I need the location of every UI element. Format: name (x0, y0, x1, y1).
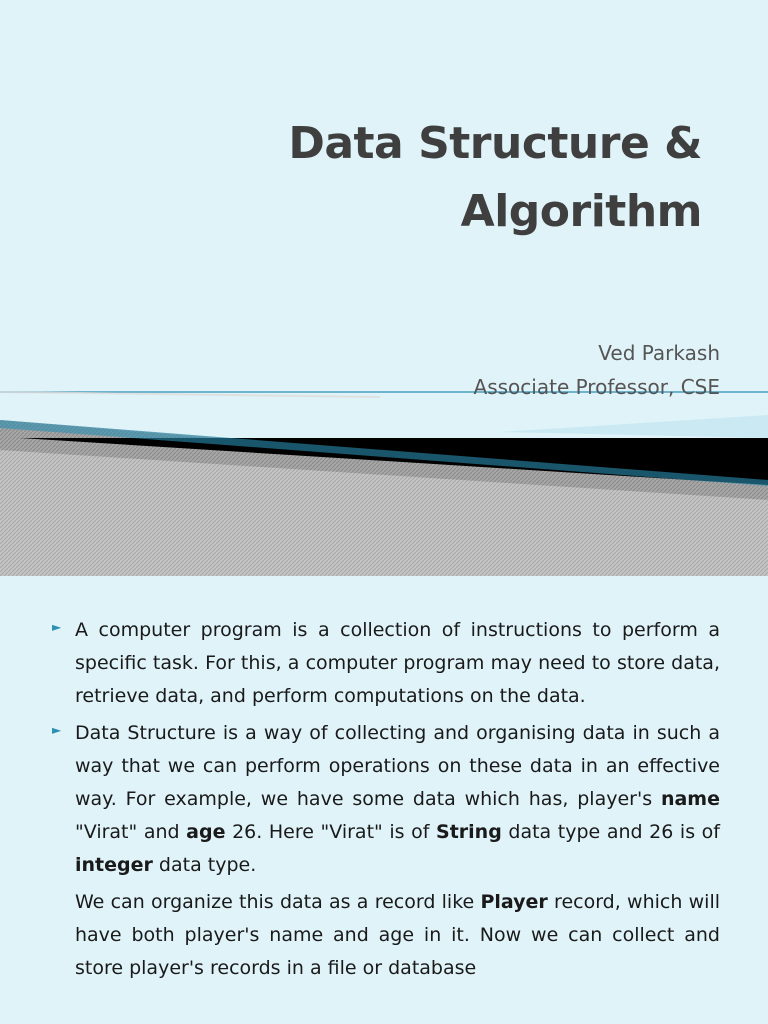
content-slide (0, 578, 768, 1024)
slide-content (50, 614, 720, 989)
bold-term: age (186, 821, 226, 843)
paragraph-3 (50, 886, 720, 985)
bullet-text-1: A computer program is a collection of instructions to perform a specific task. For this, a computer program may need to store data, retrieve data, and perform computations on the data. (75, 619, 720, 707)
triangle-bullet-icon: ► (52, 620, 62, 634)
subtitle (474, 336, 720, 404)
bold-term: Player (480, 891, 548, 913)
paragraph-text-3: record, which will have both player's name and age in it. Now we can collect and store player's records in a file or database (75, 891, 721, 979)
bullet-text-2: data type and 26 is of (501, 821, 720, 843)
bold-term: String (436, 821, 502, 843)
bullet-text-2: 26. Here "Virat" is of (225, 821, 437, 843)
author-position: Associate Professor, CSE (473, 375, 720, 399)
title-line-1: Data Structure & (288, 118, 702, 169)
triangle-bullet-icon: ► (52, 723, 62, 737)
bullet-text-2: data type. (152, 854, 257, 876)
author-name: Ved Parkash (598, 341, 720, 365)
bold-term: integer (75, 854, 153, 876)
bullet-item-1 (50, 614, 720, 713)
paragraph-text-3: We can organize this data as a record like (75, 891, 481, 913)
bold-term: name (660, 788, 720, 810)
bullet-item-2 (50, 717, 720, 882)
bullet-text-2: Data Structure is a way of collecting and organising data in such a way that we can perform operations on these data in an effective way. For example, we have some data which has, player's (75, 722, 720, 810)
bullet-text-2: "Virat" and (75, 821, 187, 843)
title-line-2: Algorithm (460, 186, 702, 237)
